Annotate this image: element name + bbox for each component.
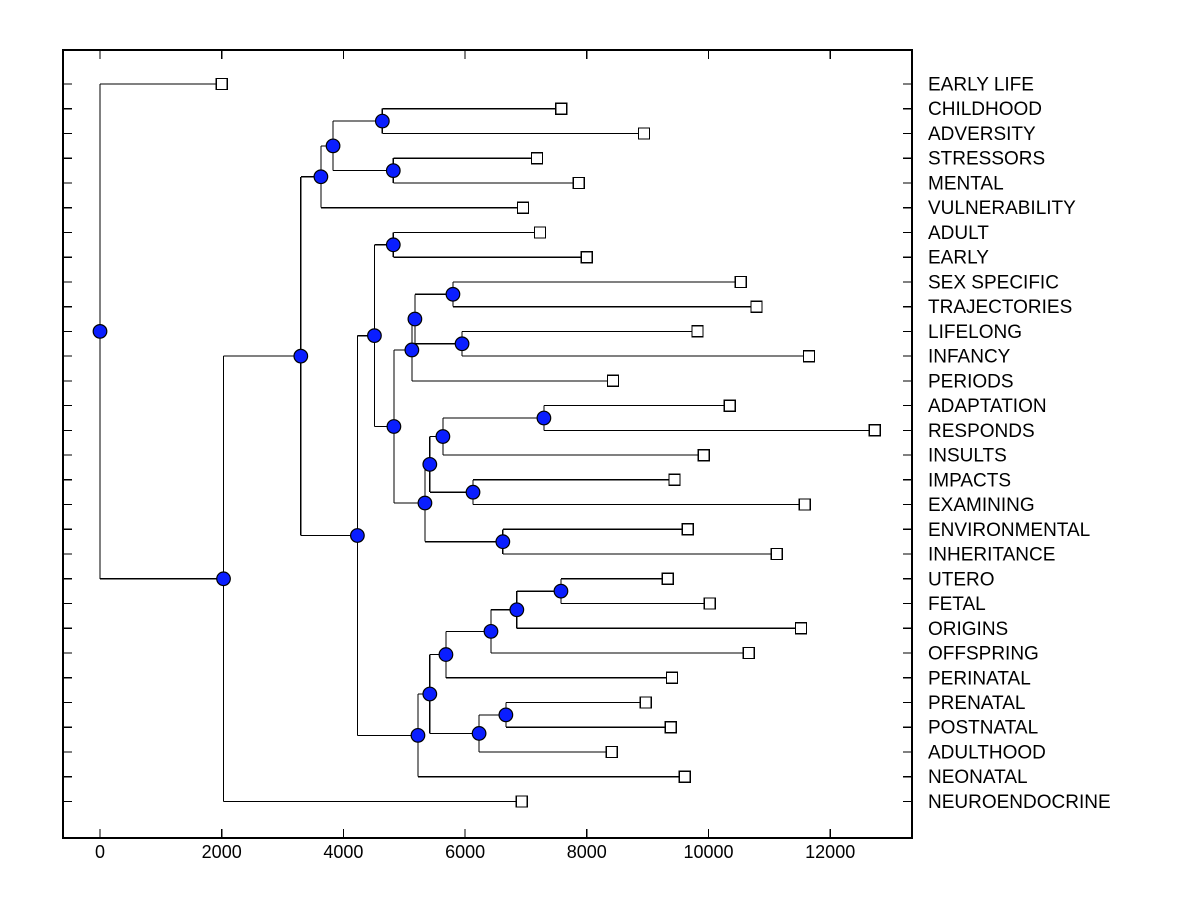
- leaf-marker: [735, 276, 746, 287]
- internal-node-marker: [326, 139, 340, 153]
- leaf-label: POSTNATAL: [928, 717, 1039, 739]
- leaf-marker: [698, 450, 709, 461]
- leaf-marker: [795, 623, 806, 634]
- x-tick-label: 8000: [566, 842, 607, 862]
- internal-node-marker: [466, 485, 480, 499]
- internal-node-marker: [418, 496, 432, 510]
- leaf-marker: [607, 375, 618, 386]
- internal-node-marker: [446, 287, 460, 301]
- leaf-marker: [516, 796, 527, 807]
- internal-node-marker: [510, 603, 524, 617]
- leaf-label: PERINATAL: [928, 668, 1031, 690]
- leaf-label: LIFELONG: [928, 321, 1022, 343]
- leaf-marker: [573, 177, 584, 188]
- x-tick-label: 4000: [323, 842, 364, 862]
- leaf-label: SEX SPECIFIC: [928, 272, 1059, 294]
- internal-node-marker: [93, 325, 107, 339]
- internal-node-marker: [411, 729, 425, 743]
- leaf-label: EARLY: [928, 247, 989, 269]
- leaf-label: UTERO: [928, 569, 995, 591]
- plot-frame-group: [63, 50, 912, 838]
- internal-node-marker: [408, 312, 422, 326]
- leaf-marker: [751, 301, 762, 312]
- internal-node-marker: [423, 687, 437, 701]
- leaf-label: NEUROENDOCRINE: [928, 791, 1111, 813]
- x-tick-label: 6000: [445, 842, 486, 862]
- leaf-marker: [869, 425, 880, 436]
- leaf-marker: [216, 79, 227, 90]
- tree-markers-group: [93, 79, 880, 807]
- leaf-marker: [771, 549, 782, 560]
- internal-node-marker: [484, 625, 498, 639]
- x-tick-label: 0: [94, 842, 106, 862]
- leaf-label: MENTAL: [928, 173, 1004, 195]
- leaf-marker: [799, 499, 810, 510]
- internal-node-marker: [294, 349, 308, 363]
- leaf-marker: [640, 697, 651, 708]
- axis-labels-group: [95, 75, 1111, 863]
- leaf-marker: [531, 153, 542, 164]
- leaf-label: EXAMINING: [928, 495, 1035, 517]
- internal-node-marker: [423, 458, 437, 472]
- leaf-label: PRENATAL: [928, 693, 1026, 714]
- leaf-label: ENVIRONMENTAL: [928, 519, 1091, 541]
- leaf-label: ADVERSITY: [928, 123, 1036, 145]
- plot-frame: [63, 50, 912, 838]
- leaf-marker: [669, 474, 680, 485]
- internal-node-marker: [499, 708, 513, 722]
- internal-node-marker: [387, 420, 401, 434]
- leaf-marker: [662, 573, 673, 584]
- leaf-marker: [666, 672, 677, 683]
- leaf-marker: [665, 722, 676, 733]
- leaf-label: ADAPTATION: [928, 396, 1047, 418]
- leaf-marker: [534, 227, 545, 238]
- leaf-label: EARLY LIFE: [928, 74, 1034, 96]
- leaf-label: NEONATAL: [928, 767, 1028, 789]
- internal-node-marker: [455, 337, 469, 351]
- leaf-label: STRESSORS: [928, 148, 1046, 170]
- leaf-label: IMPACTS: [928, 470, 1012, 492]
- internal-node-marker: [439, 648, 453, 662]
- internal-node-marker: [496, 535, 510, 549]
- leaf-marker: [682, 524, 693, 535]
- leaf-marker: [638, 128, 649, 139]
- leaf-label: ADULTHOOD: [928, 742, 1046, 764]
- leaf-marker: [743, 648, 754, 659]
- leaf-marker: [556, 103, 567, 114]
- x-tick-label: 12000: [805, 842, 856, 862]
- leaf-marker: [692, 326, 703, 337]
- leaf-marker: [517, 202, 528, 213]
- leaf-label: TRAJECTORIES: [928, 297, 1073, 319]
- internal-node-marker: [537, 411, 551, 425]
- internal-node-marker: [376, 114, 390, 128]
- internal-node-marker: [405, 343, 419, 357]
- leaf-label: INSULTS: [928, 445, 1007, 467]
- internal-node-marker: [351, 529, 365, 543]
- leaf-label: OFFSPRING: [928, 643, 1039, 665]
- leaf-marker: [606, 746, 617, 757]
- internal-node-marker: [217, 572, 231, 586]
- internal-node-marker: [386, 238, 400, 252]
- internal-node-marker: [386, 164, 400, 178]
- tree-branches-group: [100, 84, 875, 801]
- leaf-marker: [724, 400, 735, 411]
- leaf-label: FETAL: [928, 594, 986, 616]
- leaf-marker: [679, 771, 690, 782]
- x-tick-label: 2000: [201, 842, 242, 862]
- leaf-label: ORIGINS: [928, 618, 1009, 640]
- leaf-label: PERIODS: [928, 371, 1014, 393]
- leaf-marker: [581, 252, 592, 263]
- leaf-label: ADULT: [928, 222, 989, 244]
- leaf-label: CHILDHOOD: [928, 99, 1043, 121]
- internal-node-marker: [554, 584, 568, 598]
- leaf-marker: [803, 351, 814, 362]
- internal-node-marker: [436, 430, 450, 444]
- x-tick-label: 10000: [683, 842, 734, 862]
- leaf-marker: [704, 598, 715, 609]
- internal-node-marker: [368, 329, 382, 343]
- leaf-label: INFANCY: [928, 346, 1011, 368]
- leaf-label: INHERITANCE: [928, 544, 1056, 566]
- internal-node-marker: [472, 727, 486, 741]
- leaf-label: RESPONDS: [928, 420, 1035, 442]
- internal-node-marker: [314, 170, 328, 184]
- axis-ticks-group: [63, 50, 912, 838]
- leaf-label: VULNERABILITY: [928, 198, 1076, 220]
